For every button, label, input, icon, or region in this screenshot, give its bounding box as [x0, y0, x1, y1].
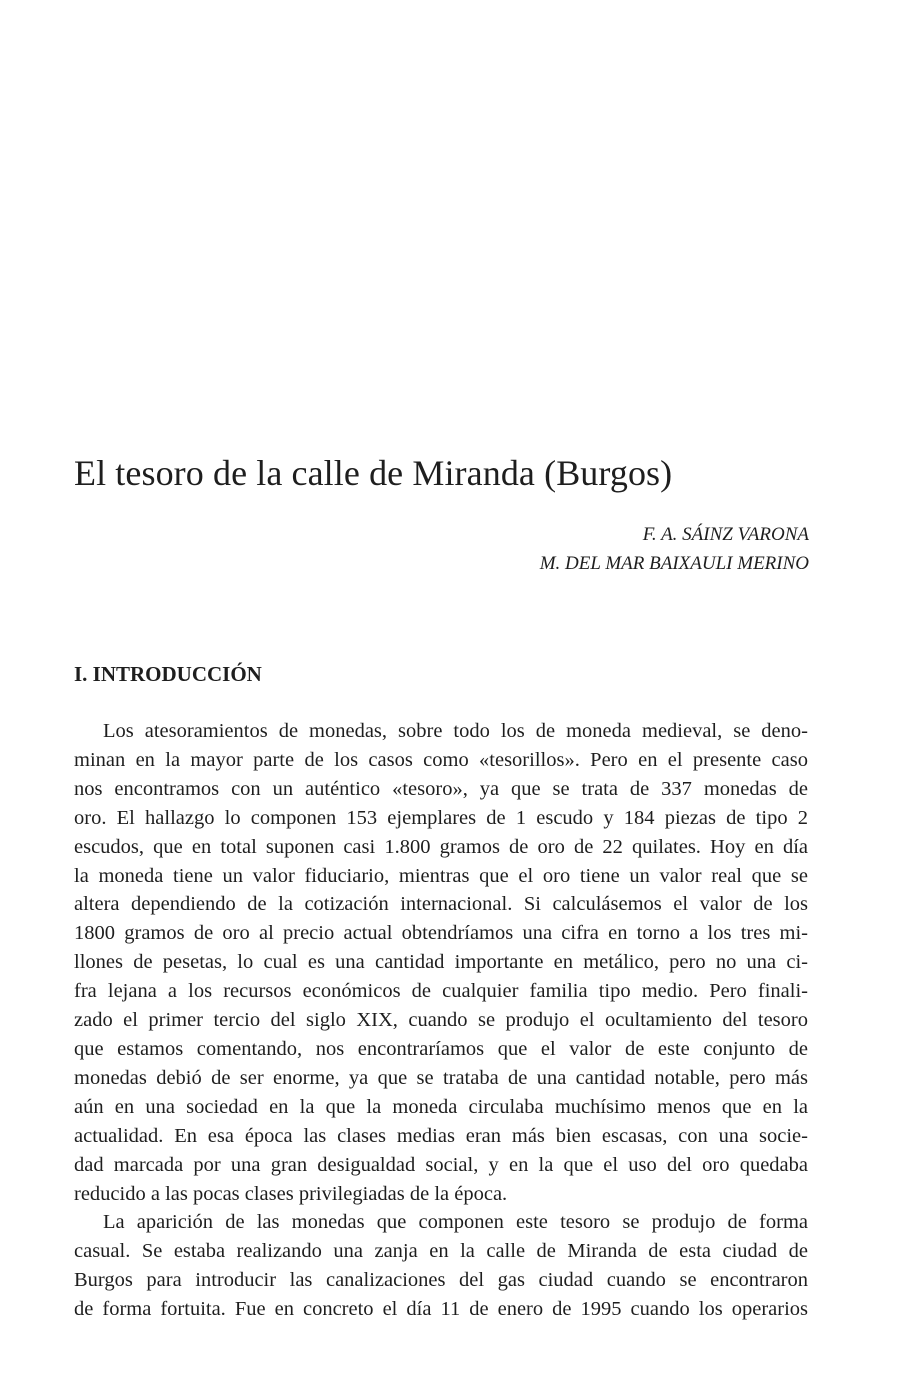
text-line: de forma fortuita. Fue en concreto el día 11 de enero de 1995 cuando los operarios [74, 1298, 808, 1321]
text-line: monedas debió de ser enorme, ya que se trataba de una cantidad notable, pero más [74, 1066, 808, 1089]
section-heading: I. INTRODUCCIÓN [74, 662, 262, 686]
text-line: reducido a las pocas clases privilegiadas de la época. [74, 1182, 508, 1205]
author-list [540, 520, 809, 578]
paragraph-1 [74, 717, 808, 1208]
text-line: minan en la mayor parte de los casos como «tesorillos». Pero en el presente caso [74, 748, 808, 771]
text-line: fra lejana a los recursos económicos de cualquier familia tipo medio. Pero finali- [74, 980, 808, 1003]
article-title: El tesoro de la calle de Miranda (Burgos) [74, 453, 673, 493]
text-line: la moneda tiene un valor fiduciario, mientras que el oro tiene un valor real que se [74, 864, 808, 887]
text-line: que estamos comentando, nos encontraríamos que el valor de este conjunto de [74, 1037, 808, 1060]
body-text [74, 717, 808, 1324]
text-line: aún en una sociedad en la que la moneda circulaba muchísimo menos que en la [74, 1095, 808, 1118]
text-line: llones de pesetas, lo cual es una cantidad importante en metálico, pero no una ci- [74, 951, 808, 974]
author-name: F. A. SÁINZ VARONA [642, 524, 809, 545]
text-line: actualidad. En esa época las clases medias eran más bien escasas, con una socie- [74, 1124, 808, 1147]
text-line: escudos, que en total suponen casi 1.800 gramos de oro de 22 quilates. Hoy en día [74, 835, 808, 858]
paragraph-2 [74, 1208, 808, 1324]
text-line: casual. Se estaba realizando una zanja en la calle de Miranda de esta ciudad de [74, 1240, 808, 1263]
text-line: La aparición de las monedas que componen este tesoro se produjo de forma [103, 1211, 808, 1234]
text-line: nos encontramos con un auténtico «tesoro», ya que se trata de 337 monedas de [74, 777, 808, 800]
author-name: M. DEL MAR BAIXAULI MERINO [539, 553, 809, 574]
text-line: Los atesoramientos de monedas, sobre todo los de moneda medieval, se deno- [103, 720, 808, 742]
text-line: 1800 gramos de oro al precio actual obtendríamos una cifra en torno a los tres mi- [74, 922, 808, 945]
text-line: altera dependiendo de la cotización internacional. Si calculásemos el valor de los [74, 893, 808, 916]
text-line: dad marcada por una gran desigualdad social, y en la que el uso del oro quedaba [74, 1153, 808, 1176]
text-line: zado el primer tercio del siglo XIX, cuando se produjo el ocultamiento del tesoro [74, 1009, 808, 1032]
text-line: Burgos para introducir las canalizaciones del gas ciudad cuando se encontraron [74, 1269, 808, 1292]
text-line: oro. El hallazgo lo componen 153 ejemplares de 1 escudo y 184 piezas de tipo 2 [74, 806, 808, 829]
